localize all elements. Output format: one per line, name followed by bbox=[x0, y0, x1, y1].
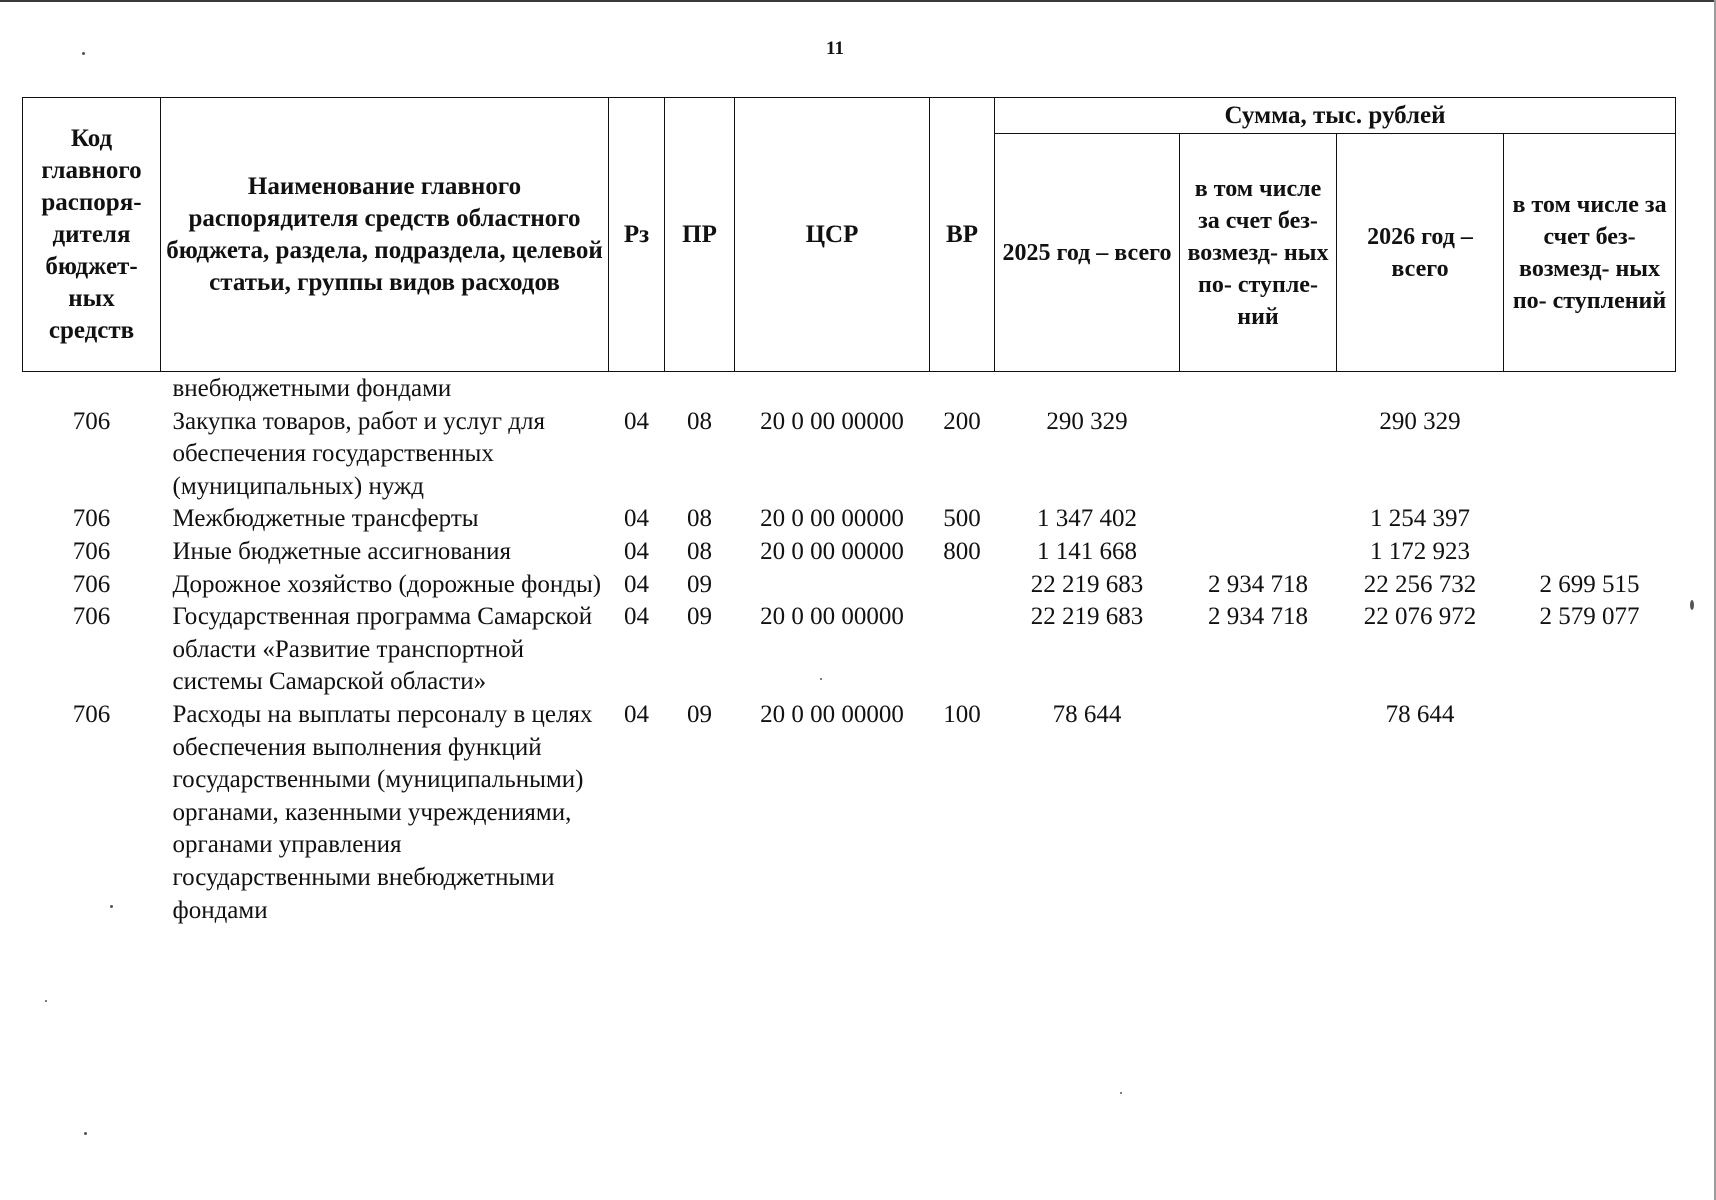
cell-2026-grants bbox=[1504, 536, 1676, 569]
cell-2025-total bbox=[995, 372, 1180, 406]
cell-rz: 04 bbox=[624, 603, 649, 631]
cell-2025-total: 1 141 668 bbox=[1037, 537, 1137, 565]
scan-speck bbox=[45, 1000, 47, 1002]
cell-2026-total: 22 256 732 bbox=[1363, 570, 1477, 598]
header-2025-grants: в том числе за счет без- возмезд- ных по- ступле- ний bbox=[1180, 134, 1337, 372]
cell-csr: 20 0 00 00000 bbox=[760, 505, 904, 533]
table-row bbox=[23, 699, 1676, 927]
cell-pr: 08 bbox=[687, 407, 712, 435]
header-csr: ЦСР bbox=[735, 98, 930, 372]
cell-2025-total: 78 644 bbox=[1052, 700, 1122, 728]
header-name: Наименование главного распорядителя средств областного бюджета, раздела, подраздела, целевой статьи, группы видов расходов bbox=[161, 98, 609, 372]
header-2026-grants: в том числе за счет без- возмезд- ных по- ступлений bbox=[1504, 134, 1676, 372]
cell-code: 706 bbox=[72, 570, 111, 598]
scan-speck bbox=[110, 905, 113, 908]
cell-csr: 20 0 00 00000 bbox=[760, 537, 904, 565]
cell-2025-total: 1 347 402 bbox=[1037, 505, 1137, 533]
cell-2025-grants bbox=[1180, 503, 1337, 536]
cell-csr bbox=[735, 569, 930, 602]
cell-2025-total: 22 219 683 bbox=[1030, 570, 1144, 598]
cell-csr: 20 0 00 00000 bbox=[760, 700, 904, 728]
cell-pr bbox=[665, 372, 735, 406]
cell-2026-grants bbox=[1504, 699, 1676, 927]
cell-2025-grants bbox=[1180, 406, 1337, 504]
cell-name: Иные бюджетные ассигнования bbox=[172, 537, 512, 565]
cell-2025-total: 22 219 683 bbox=[1030, 603, 1144, 631]
cell-2025-grants: 2 934 718 bbox=[1208, 603, 1308, 631]
cell-rz: 04 bbox=[624, 700, 649, 728]
table-body bbox=[23, 372, 1676, 928]
cell-2025-grants bbox=[1180, 699, 1337, 927]
budget-table bbox=[22, 97, 1676, 927]
cell-2025-grants bbox=[1180, 372, 1337, 406]
cell-pr: 09 bbox=[687, 700, 712, 728]
cell-2025-grants bbox=[1180, 536, 1337, 569]
cell-2026-grants bbox=[1504, 503, 1676, 536]
cell-2026-total: 22 076 972 bbox=[1363, 603, 1477, 631]
table-row bbox=[23, 372, 1676, 406]
cell-2026-total: 290 329 bbox=[1379, 407, 1461, 435]
cell-rz: 04 bbox=[624, 537, 649, 565]
scan-speck bbox=[84, 1132, 87, 1135]
table-row bbox=[23, 536, 1676, 569]
header-2025-total: 2025 год – всего bbox=[995, 134, 1180, 372]
cell-vr: 200 bbox=[943, 407, 981, 435]
cell-rz: 04 bbox=[624, 570, 649, 598]
cell-2025-grants: 2 934 718 bbox=[1208, 570, 1308, 598]
cell-2026-total bbox=[1337, 372, 1504, 406]
cell-name: Дорожное хозяйство (дорожные фонды) bbox=[172, 570, 602, 598]
cell-name: Расходы на выплаты персоналу в целях обеспечения выполнения функций государственными (муниципальными) органами, казенными учреждениями, органами управления государственными внебюджетными фондами bbox=[172, 700, 593, 924]
cell-code: 706 bbox=[72, 537, 111, 565]
page-top-border bbox=[0, 0, 1716, 2]
cell-name: Государственная программа Самарской области «Развитие транспортной системы Самарской области» bbox=[172, 603, 593, 696]
cell-pr: 08 bbox=[687, 505, 712, 533]
cell-2026-grants bbox=[1504, 372, 1676, 406]
cell-2026-total: 1 172 923 bbox=[1370, 537, 1470, 565]
cell-name: внебюджетными фондами bbox=[172, 375, 452, 402]
cell-pr: 09 bbox=[687, 570, 712, 598]
scan-speck bbox=[1690, 600, 1694, 610]
table-row bbox=[23, 569, 1676, 602]
header-code: Код главного распоря- дителя бюджет- ных средств bbox=[23, 98, 161, 372]
scan-speck bbox=[82, 52, 85, 55]
cell-vr bbox=[930, 569, 995, 602]
cell-code: 706 bbox=[72, 505, 111, 533]
header-pr: ПР bbox=[665, 98, 735, 372]
cell-csr bbox=[735, 372, 930, 406]
cell-2026-total: 78 644 bbox=[1385, 700, 1455, 728]
cell-2026-grants: 2 699 515 bbox=[1539, 570, 1640, 598]
cell-2026-total: 1 254 397 bbox=[1370, 505, 1470, 533]
cell-vr: 500 bbox=[943, 505, 981, 533]
cell-2026-grants bbox=[1504, 406, 1676, 504]
header-sum: Сумма, тыс. рублей bbox=[995, 98, 1676, 134]
cell-rz bbox=[609, 372, 665, 406]
table-row bbox=[23, 503, 1676, 536]
scan-speck bbox=[820, 678, 822, 680]
table-header bbox=[23, 98, 1676, 372]
cell-code: 706 bbox=[72, 603, 111, 631]
table-row bbox=[23, 601, 1676, 699]
cell-pr: 08 bbox=[687, 537, 712, 565]
scan-speck bbox=[1120, 1092, 1122, 1094]
cell-csr: 20 0 00 00000 bbox=[760, 407, 904, 435]
header-2026-total: 2026 год – всего bbox=[1337, 134, 1504, 372]
cell-2025-total: 290 329 bbox=[1046, 407, 1128, 435]
cell-vr: 800 bbox=[943, 537, 981, 565]
cell-code: 706 bbox=[72, 700, 111, 728]
cell-vr: 100 bbox=[943, 700, 981, 728]
table-row bbox=[23, 406, 1676, 504]
cell-code: 706 bbox=[72, 407, 111, 435]
cell-name: Закупка товаров, работ и услуг для обеспечения государственных (муниципальных) нужд bbox=[172, 407, 545, 500]
header-vr: ВР bbox=[930, 98, 995, 372]
cell-rz: 04 bbox=[624, 505, 649, 533]
cell-name: Межбюджетные трансферты bbox=[172, 505, 479, 533]
cell-code bbox=[23, 372, 161, 406]
header-rz: Рз bbox=[609, 98, 665, 372]
cell-vr bbox=[930, 372, 995, 406]
cell-csr: 20 0 00 00000 bbox=[760, 603, 904, 631]
page-number: 11 bbox=[826, 38, 844, 59]
cell-pr: 09 bbox=[687, 603, 712, 631]
cell-2026-grants: 2 579 077 bbox=[1539, 603, 1640, 631]
cell-rz: 04 bbox=[624, 407, 649, 435]
cell-vr bbox=[930, 601, 995, 699]
